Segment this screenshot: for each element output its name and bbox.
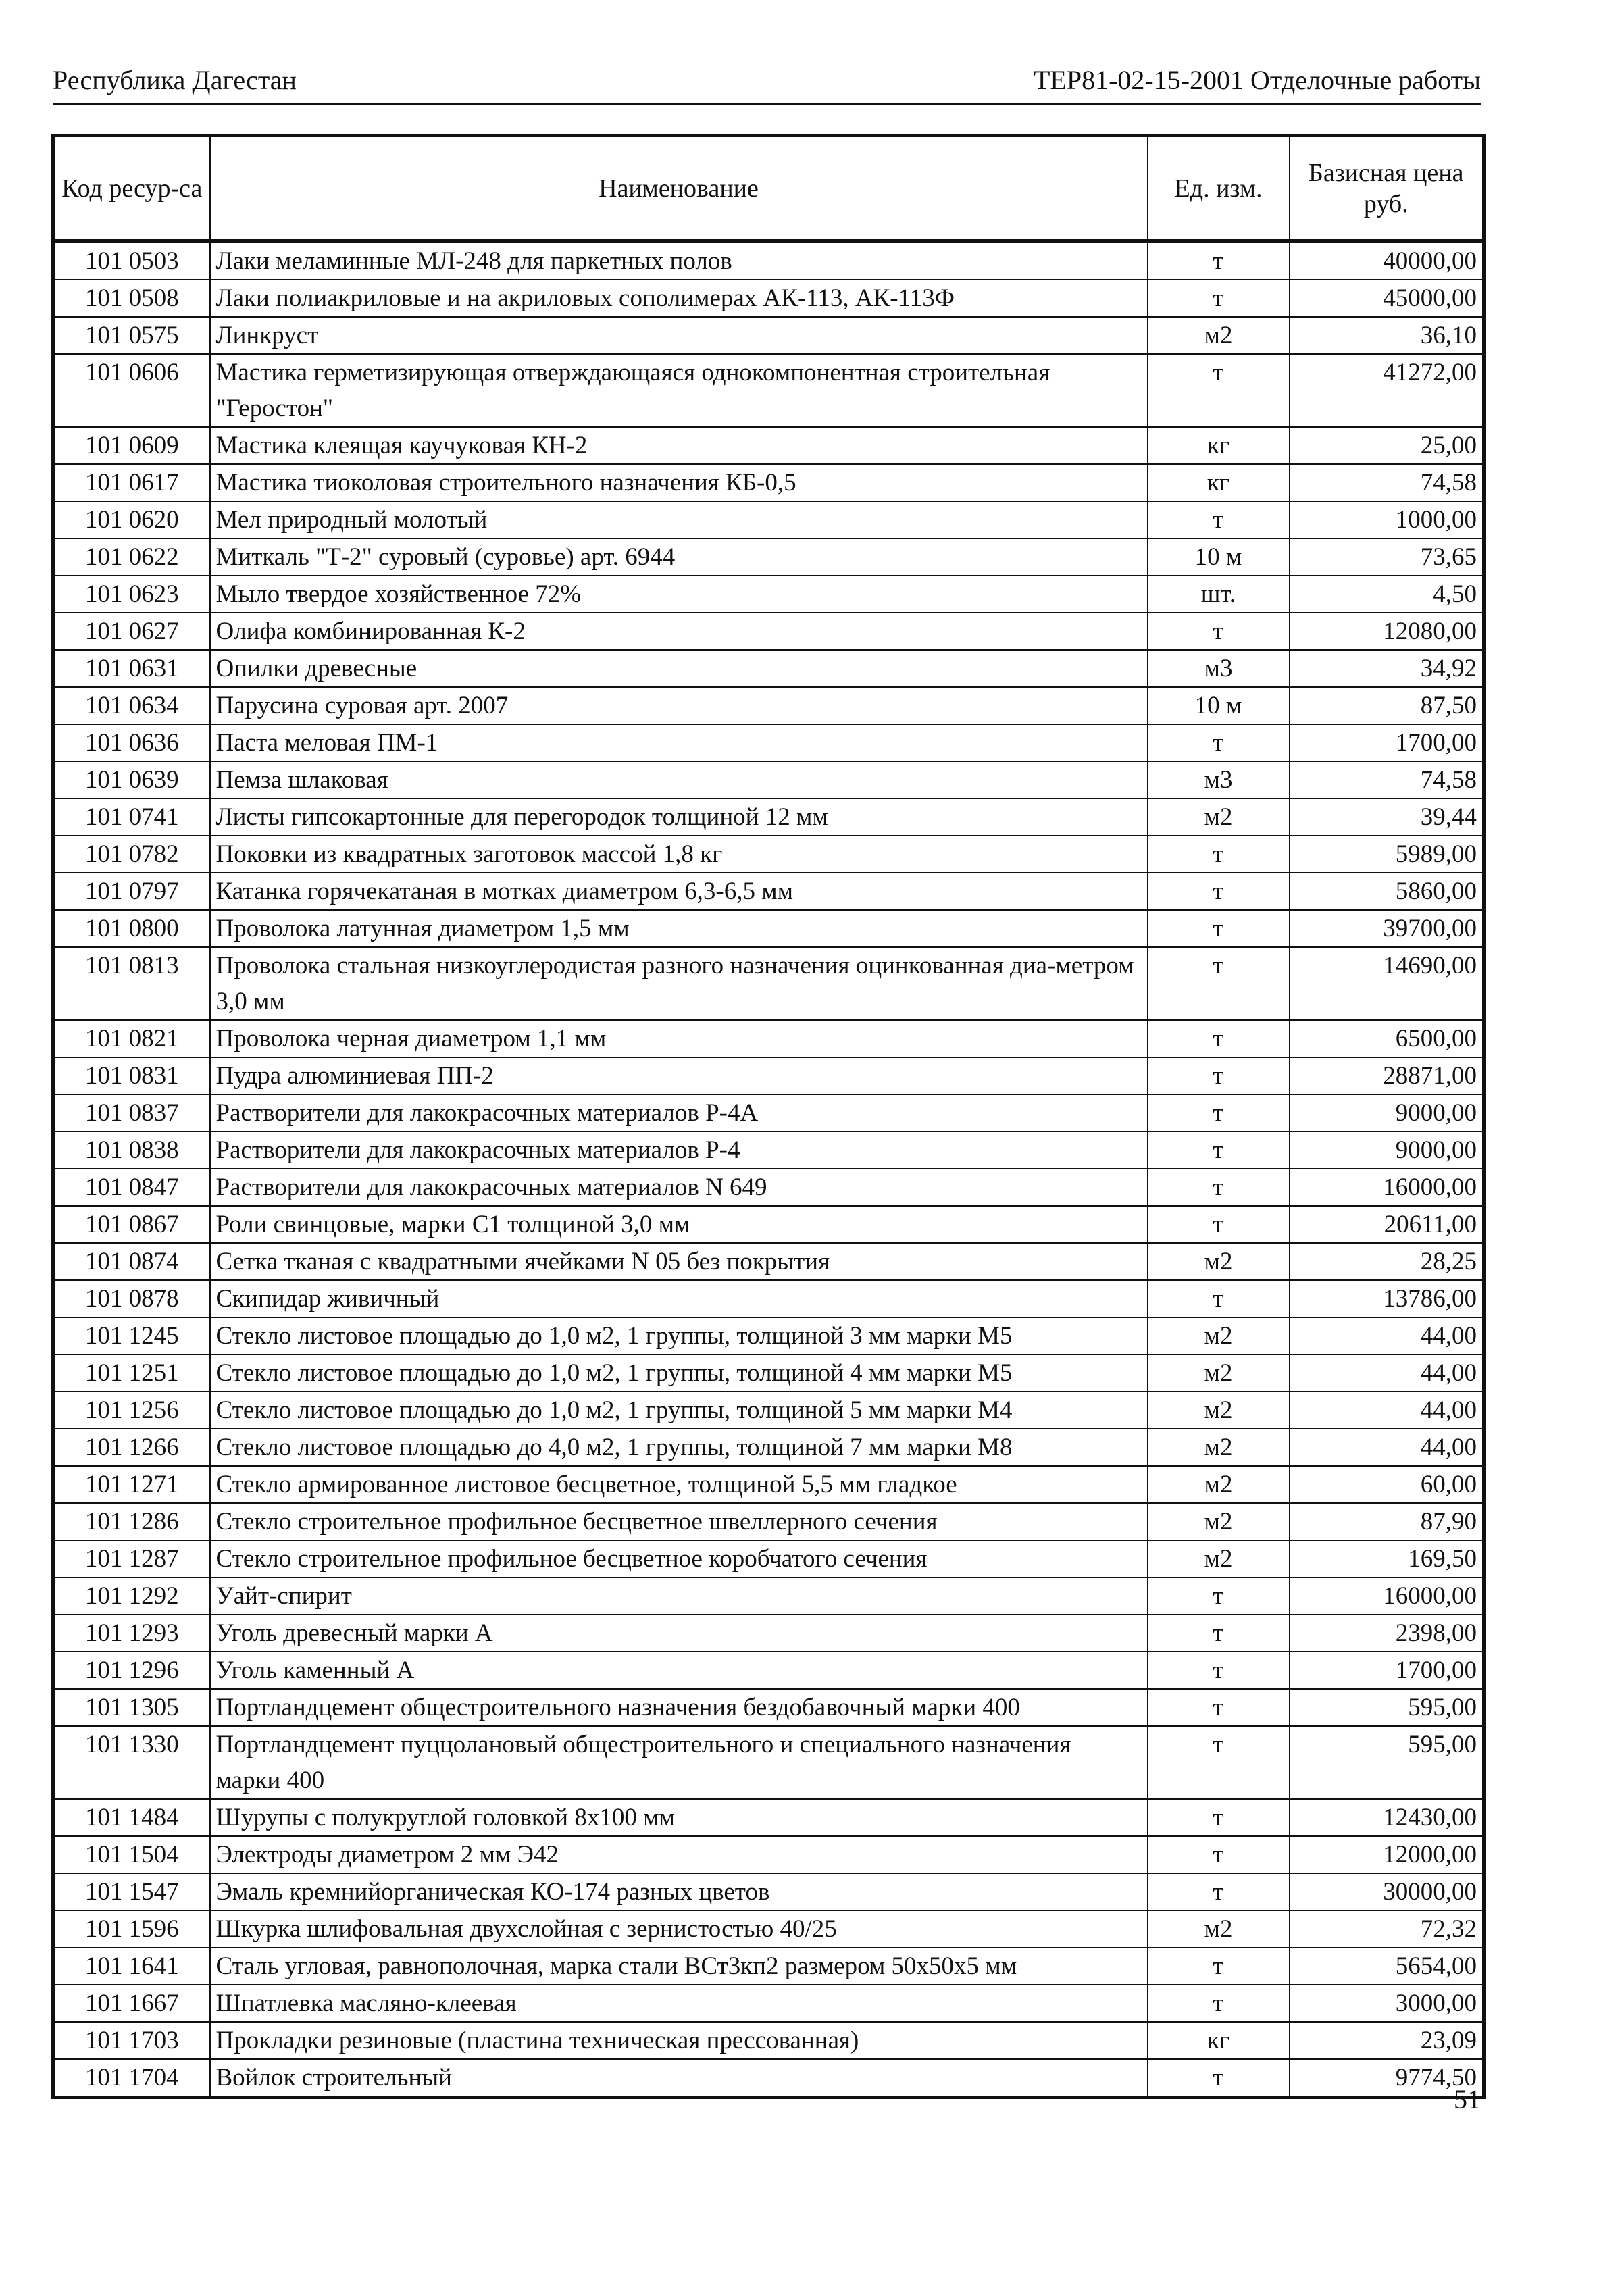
cell-name: Мел природный молотый bbox=[210, 501, 1148, 538]
cell-code: 101 0634 bbox=[53, 687, 210, 724]
table-row bbox=[53, 1243, 1484, 1280]
cell-unit: т bbox=[1148, 2059, 1290, 2098]
table-row bbox=[53, 1132, 1484, 1169]
cell-price: 12430,00 bbox=[1290, 1799, 1484, 1836]
cell-code: 101 0813 bbox=[53, 947, 210, 1020]
cell-unit: 10 м bbox=[1148, 687, 1290, 724]
table-row bbox=[53, 354, 1484, 427]
cell-code: 101 0503 bbox=[53, 241, 210, 280]
table-row bbox=[53, 1317, 1484, 1354]
cell-name: Мастика герметизирующая отверждающаяся однокомпонентная строительная "Геростон" bbox=[210, 354, 1148, 427]
cell-price: 72,32 bbox=[1290, 1910, 1484, 1948]
table-row bbox=[53, 1503, 1484, 1540]
cell-unit: т bbox=[1148, 1985, 1290, 2022]
cell-price: 41272,00 bbox=[1290, 354, 1484, 427]
table-row bbox=[53, 1020, 1484, 1057]
cell-price: 45000,00 bbox=[1290, 280, 1484, 317]
cell-unit: т bbox=[1148, 501, 1290, 538]
table-row bbox=[53, 798, 1484, 836]
cell-unit: т bbox=[1148, 724, 1290, 761]
table-row bbox=[53, 650, 1484, 687]
cell-code: 101 0606 bbox=[53, 354, 210, 427]
header-region: Республика Дагестан bbox=[53, 65, 297, 95]
cell-unit: м2 bbox=[1148, 1429, 1290, 1466]
cell-code: 101 0837 bbox=[53, 1094, 210, 1132]
cell-price: 9000,00 bbox=[1290, 1132, 1484, 1169]
cell-price: 2398,00 bbox=[1290, 1615, 1484, 1652]
cell-code: 101 1504 bbox=[53, 1836, 210, 1873]
cell-unit: кг bbox=[1148, 2022, 1290, 2059]
cell-code: 101 0782 bbox=[53, 836, 210, 873]
cell-name: Стекло листовое площадью до 1,0 м2, 1 группы, толщиной 3 мм марки М5 bbox=[210, 1317, 1148, 1354]
table-row bbox=[53, 724, 1484, 761]
table-row bbox=[53, 1948, 1484, 1985]
cell-code: 101 0627 bbox=[53, 613, 210, 650]
cell-name: Линкруст bbox=[210, 317, 1148, 354]
table-row bbox=[53, 1799, 1484, 1836]
cell-unit: т bbox=[1148, 1132, 1290, 1169]
cell-price: 3000,00 bbox=[1290, 1985, 1484, 2022]
table-row bbox=[53, 1169, 1484, 1206]
cell-price: 9774,50 bbox=[1290, 2059, 1484, 2098]
table-row bbox=[53, 761, 1484, 798]
cell-name: Катанка горячекатаная в мотках диаметром 6,3-6,5 мм bbox=[210, 873, 1148, 910]
table-row bbox=[53, 1354, 1484, 1392]
cell-price: 16000,00 bbox=[1290, 1577, 1484, 1615]
table-row bbox=[53, 613, 1484, 650]
cell-unit: м2 bbox=[1148, 1503, 1290, 1540]
cell-code: 101 0508 bbox=[53, 280, 210, 317]
table-row bbox=[53, 1836, 1484, 1873]
cell-unit: кг bbox=[1148, 427, 1290, 464]
cell-code: 101 0631 bbox=[53, 650, 210, 687]
cell-code: 101 0609 bbox=[53, 427, 210, 464]
cell-name: Растворители для лакокрасочных материалов Р-4А bbox=[210, 1094, 1148, 1132]
cell-price: 14690,00 bbox=[1290, 947, 1484, 1020]
cell-price: 73,65 bbox=[1290, 538, 1484, 576]
cell-name: Мастика тиоколовая строительного назначения КБ-0,5 bbox=[210, 464, 1148, 501]
cell-unit: м2 bbox=[1148, 1540, 1290, 1577]
cell-name: Олифа комбинированная К-2 bbox=[210, 613, 1148, 650]
cell-price: 20611,00 bbox=[1290, 1206, 1484, 1243]
cell-price: 1000,00 bbox=[1290, 501, 1484, 538]
cell-price: 44,00 bbox=[1290, 1354, 1484, 1392]
cell-price: 44,00 bbox=[1290, 1317, 1484, 1354]
cell-unit: м2 bbox=[1148, 1466, 1290, 1503]
cell-name: Стекло строительное профильное бесцветное швеллерного сечения bbox=[210, 1503, 1148, 1540]
cell-code: 101 0636 bbox=[53, 724, 210, 761]
cell-name: Уголь каменный А bbox=[210, 1652, 1148, 1689]
cell-code: 101 1296 bbox=[53, 1652, 210, 1689]
cell-unit: м2 bbox=[1148, 798, 1290, 836]
cell-code: 101 0797 bbox=[53, 873, 210, 910]
cell-name: Войлок строительный bbox=[210, 2059, 1148, 2098]
cell-code: 101 0831 bbox=[53, 1057, 210, 1094]
cell-name: Уголь древесный марки А bbox=[210, 1615, 1148, 1652]
cell-name: Шкурка шлифовальная двухслойная с зернистостью 40/25 bbox=[210, 1910, 1148, 1948]
cell-price: 5654,00 bbox=[1290, 1948, 1484, 1985]
cell-price: 25,00 bbox=[1290, 427, 1484, 464]
cell-price: 60,00 bbox=[1290, 1466, 1484, 1503]
cell-name: Сталь угловая, равнополочная, марка стали ВСт3кп2 размером 50х50х5 мм bbox=[210, 1948, 1148, 1985]
cell-code: 101 1286 bbox=[53, 1503, 210, 1540]
cell-name: Растворители для лакокрасочных материалов N 649 bbox=[210, 1169, 1148, 1206]
cell-name: Лаки полиакриловые и на акриловых сополимерах АК-113, АК-113Ф bbox=[210, 280, 1148, 317]
cell-price: 169,50 bbox=[1290, 1540, 1484, 1577]
cell-price: 36,10 bbox=[1290, 317, 1484, 354]
cell-name: Стекло листовое площадью до 1,0 м2, 1 группы, толщиной 5 мм марки М4 bbox=[210, 1392, 1148, 1429]
cell-unit: т bbox=[1148, 1726, 1290, 1799]
cell-price: 39,44 bbox=[1290, 798, 1484, 836]
cell-unit: м3 bbox=[1148, 761, 1290, 798]
cell-code: 101 0821 bbox=[53, 1020, 210, 1057]
table-row bbox=[53, 317, 1484, 354]
cell-code: 101 0800 bbox=[53, 910, 210, 947]
cell-price: 12080,00 bbox=[1290, 613, 1484, 650]
cell-code: 101 1266 bbox=[53, 1429, 210, 1466]
cell-price: 595,00 bbox=[1290, 1689, 1484, 1726]
cell-price: 5860,00 bbox=[1290, 873, 1484, 910]
cell-unit: т bbox=[1148, 1948, 1290, 1985]
cell-unit: т bbox=[1148, 1094, 1290, 1132]
cell-name: Растворители для лакокрасочных материалов Р-4 bbox=[210, 1132, 1148, 1169]
cell-name: Роли свинцовые, марки С1 толщиной 3,0 мм bbox=[210, 1206, 1148, 1243]
table-row bbox=[53, 427, 1484, 464]
cell-code: 101 0878 bbox=[53, 1280, 210, 1317]
cell-unit: т bbox=[1148, 354, 1290, 427]
cell-unit: т bbox=[1148, 1615, 1290, 1652]
cell-name: Пемза шлаковая bbox=[210, 761, 1148, 798]
cell-code: 101 1305 bbox=[53, 1689, 210, 1726]
table-row bbox=[53, 1615, 1484, 1652]
column-header-name: Наименование bbox=[210, 136, 1148, 242]
resource-price-table bbox=[51, 134, 1486, 2099]
cell-code: 101 0617 bbox=[53, 464, 210, 501]
cell-name: Эмаль кремнийорганическая КО-174 разных цветов bbox=[210, 1873, 1148, 1910]
table-row bbox=[53, 2022, 1484, 2059]
cell-name: Шурупы с полукруглой головкой 8х100 мм bbox=[210, 1799, 1148, 1836]
table-row bbox=[53, 1540, 1484, 1577]
cell-name: Проволока стальная низкоуглеродистая разного назначения оцинкованная диа-метром 3,0 мм bbox=[210, 947, 1148, 1020]
table-row bbox=[53, 1206, 1484, 1243]
cell-name: Прокладки резиновые (пластина техническая прессованная) bbox=[210, 2022, 1148, 2059]
cell-price: 28,25 bbox=[1290, 1243, 1484, 1280]
cell-name: Лаки меламинные МЛ-248 для паркетных полов bbox=[210, 241, 1148, 280]
table-row bbox=[53, 464, 1484, 501]
cell-name: Мастика клеящая каучуковая КН-2 bbox=[210, 427, 1148, 464]
cell-unit: т bbox=[1148, 947, 1290, 1020]
cell-unit: м2 bbox=[1148, 317, 1290, 354]
cell-name: Поковки из квадратных заготовок массой 1,8 кг bbox=[210, 836, 1148, 873]
cell-name: Мыло твердое хозяйственное 72% bbox=[210, 576, 1148, 613]
column-header-price: Базисная цена руб. bbox=[1290, 136, 1484, 242]
cell-name: Сетка тканая с квадратными ячейками N 05 без покрытия bbox=[210, 1243, 1148, 1280]
cell-unit: т bbox=[1148, 1873, 1290, 1910]
cell-code: 101 1596 bbox=[53, 1910, 210, 1948]
cell-price: 44,00 bbox=[1290, 1392, 1484, 1429]
cell-code: 101 1703 bbox=[53, 2022, 210, 2059]
cell-name: Портландцемент общестроительного назначения бездобавочный марки 400 bbox=[210, 1689, 1148, 1726]
cell-code: 101 1641 bbox=[53, 1948, 210, 1985]
cell-name: Проволока черная диаметром 1,1 мм bbox=[210, 1020, 1148, 1057]
cell-code: 101 1245 bbox=[53, 1317, 210, 1354]
column-header-unit: Ед. изм. bbox=[1148, 136, 1290, 242]
cell-code: 101 0741 bbox=[53, 798, 210, 836]
cell-price: 1700,00 bbox=[1290, 724, 1484, 761]
cell-code: 101 1256 bbox=[53, 1392, 210, 1429]
cell-code: 101 0623 bbox=[53, 576, 210, 613]
table-row bbox=[53, 687, 1484, 724]
cell-unit: т bbox=[1148, 1799, 1290, 1836]
cell-name: Проволока латунная диаметром 1,5 мм bbox=[210, 910, 1148, 947]
cell-price: 34,92 bbox=[1290, 650, 1484, 687]
cell-code: 101 1292 bbox=[53, 1577, 210, 1615]
cell-code: 101 0575 bbox=[53, 317, 210, 354]
cell-unit: т bbox=[1148, 873, 1290, 910]
table-row bbox=[53, 1985, 1484, 2022]
cell-code: 101 0838 bbox=[53, 1132, 210, 1169]
cell-name: Пудра алюминиевая ПП-2 bbox=[210, 1057, 1148, 1094]
table-row bbox=[53, 910, 1484, 947]
cell-code: 101 0622 bbox=[53, 538, 210, 576]
table-row bbox=[53, 1873, 1484, 1910]
cell-name: Стекло листовое площадью до 1,0 м2, 1 группы, толщиной 4 мм марки М5 bbox=[210, 1354, 1148, 1392]
cell-price: 28871,00 bbox=[1290, 1057, 1484, 1094]
cell-code: 101 1547 bbox=[53, 1873, 210, 1910]
cell-unit: шт. bbox=[1148, 576, 1290, 613]
cell-price: 23,09 bbox=[1290, 2022, 1484, 2059]
cell-unit: т bbox=[1148, 910, 1290, 947]
cell-unit: т bbox=[1148, 1577, 1290, 1615]
table-row bbox=[53, 576, 1484, 613]
cell-price: 87,50 bbox=[1290, 687, 1484, 724]
cell-code: 101 0620 bbox=[53, 501, 210, 538]
table-header-row bbox=[53, 136, 1484, 242]
cell-unit: м2 bbox=[1148, 1910, 1290, 1948]
cell-unit: т bbox=[1148, 1206, 1290, 1243]
cell-price: 39700,00 bbox=[1290, 910, 1484, 947]
cell-price: 595,00 bbox=[1290, 1726, 1484, 1799]
cell-code: 101 1293 bbox=[53, 1615, 210, 1652]
cell-code: 101 1287 bbox=[53, 1540, 210, 1577]
cell-code: 101 0867 bbox=[53, 1206, 210, 1243]
header-rule bbox=[53, 103, 1481, 105]
cell-price: 74,58 bbox=[1290, 464, 1484, 501]
cell-unit: т bbox=[1148, 1652, 1290, 1689]
cell-code: 101 0639 bbox=[53, 761, 210, 798]
column-header-code: Код ресур-са bbox=[53, 136, 210, 242]
cell-unit: т bbox=[1148, 1057, 1290, 1094]
table-row bbox=[53, 538, 1484, 576]
cell-name: Стекло строительное профильное бесцветное коробчатого сечения bbox=[210, 1540, 1148, 1577]
cell-name: Электроды диаметром 2 мм Э42 bbox=[210, 1836, 1148, 1873]
cell-name: Миткаль "Т-2" суровый (суровье) арт. 6944 bbox=[210, 538, 1148, 576]
cell-price: 6500,00 bbox=[1290, 1020, 1484, 1057]
cell-price: 9000,00 bbox=[1290, 1094, 1484, 1132]
cell-price: 30000,00 bbox=[1290, 1873, 1484, 1910]
cell-unit: т bbox=[1148, 1280, 1290, 1317]
cell-unit: т bbox=[1148, 836, 1290, 873]
cell-code: 101 0847 bbox=[53, 1169, 210, 1206]
cell-name: Уайт-спирит bbox=[210, 1577, 1148, 1615]
cell-price: 44,00 bbox=[1290, 1429, 1484, 1466]
table-row bbox=[53, 1689, 1484, 1726]
cell-unit: м2 bbox=[1148, 1392, 1290, 1429]
table-row bbox=[53, 836, 1484, 873]
cell-name: Портландцемент пуццолановый общестроительного и специального назначения марки 400 bbox=[210, 1726, 1148, 1799]
cell-code: 101 1251 bbox=[53, 1354, 210, 1392]
header-document-title: ТЕР81-02-15-2001 Отделочные работы bbox=[1033, 65, 1481, 95]
cell-name: Опилки древесные bbox=[210, 650, 1148, 687]
table-row bbox=[53, 1652, 1484, 1689]
page-number: 51 bbox=[1454, 2084, 1481, 2114]
cell-name: Листы гипсокартонные для перегородок толщиной 12 мм bbox=[210, 798, 1148, 836]
cell-code: 101 1330 bbox=[53, 1726, 210, 1799]
table-row bbox=[53, 1094, 1484, 1132]
cell-price: 1700,00 bbox=[1290, 1652, 1484, 1689]
table-row bbox=[53, 1910, 1484, 1948]
cell-price: 16000,00 bbox=[1290, 1169, 1484, 1206]
table-row bbox=[53, 501, 1484, 538]
cell-code: 101 1271 bbox=[53, 1466, 210, 1503]
cell-unit: 10 м bbox=[1148, 538, 1290, 576]
table-row bbox=[53, 1466, 1484, 1503]
cell-unit: т bbox=[1148, 1169, 1290, 1206]
cell-price: 74,58 bbox=[1290, 761, 1484, 798]
cell-price: 4,50 bbox=[1290, 576, 1484, 613]
cell-unit: т bbox=[1148, 280, 1290, 317]
table-row bbox=[53, 2059, 1484, 2098]
cell-code: 101 1667 bbox=[53, 1985, 210, 2022]
cell-price: 13786,00 bbox=[1290, 1280, 1484, 1317]
table-row bbox=[53, 241, 1484, 280]
cell-name: Паста меловая ПМ-1 bbox=[210, 724, 1148, 761]
cell-name: Шпатлевка масляно-клеевая bbox=[210, 1985, 1148, 2022]
cell-price: 5989,00 bbox=[1290, 836, 1484, 873]
cell-price: 87,90 bbox=[1290, 1503, 1484, 1540]
cell-unit: м3 bbox=[1148, 650, 1290, 687]
table-row bbox=[53, 947, 1484, 1020]
table-row bbox=[53, 1280, 1484, 1317]
cell-unit: кг bbox=[1148, 464, 1290, 501]
cell-name: Парусина суровая арт. 2007 bbox=[210, 687, 1148, 724]
cell-unit: т bbox=[1148, 241, 1290, 280]
cell-unit: м2 bbox=[1148, 1354, 1290, 1392]
cell-unit: м2 bbox=[1148, 1317, 1290, 1354]
table-row bbox=[53, 1429, 1484, 1466]
cell-unit: т bbox=[1148, 1020, 1290, 1057]
table-row bbox=[53, 280, 1484, 317]
table-row bbox=[53, 1392, 1484, 1429]
cell-code: 101 0874 bbox=[53, 1243, 210, 1280]
cell-name: Скипидар живичный bbox=[210, 1280, 1148, 1317]
cell-code: 101 1484 bbox=[53, 1799, 210, 1836]
cell-name: Стекло армированное листовое бесцветное, толщиной 5,5 мм гладкое bbox=[210, 1466, 1148, 1503]
table-row bbox=[53, 873, 1484, 910]
cell-unit: т bbox=[1148, 1836, 1290, 1873]
cell-unit: т bbox=[1148, 1689, 1290, 1726]
table-row bbox=[53, 1577, 1484, 1615]
cell-price: 40000,00 bbox=[1290, 241, 1484, 280]
cell-price: 12000,00 bbox=[1290, 1836, 1484, 1873]
cell-code: 101 1704 bbox=[53, 2059, 210, 2098]
cell-unit: т bbox=[1148, 613, 1290, 650]
table-row bbox=[53, 1057, 1484, 1094]
cell-name: Стекло листовое площадью до 4,0 м2, 1 группы, толщиной 7 мм марки М8 bbox=[210, 1429, 1148, 1466]
cell-unit: м2 bbox=[1148, 1243, 1290, 1280]
table-row bbox=[53, 1726, 1484, 1799]
